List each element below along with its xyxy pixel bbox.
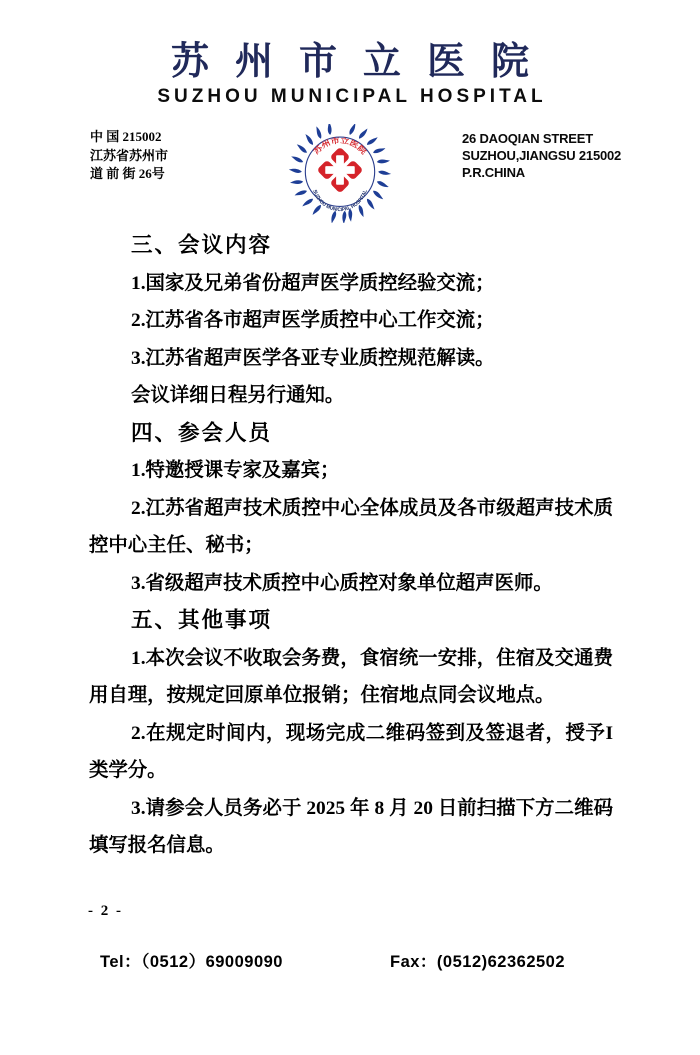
body-paragraph: 3.省级超声技术质控中心质控对象单位超声医师。 <box>131 572 553 594</box>
hospital-logo-icon <box>288 124 392 223</box>
body-paragraph: 3.江苏省超声医学各亚专业质控规范解读。 <box>131 347 495 369</box>
hospital-name-cn: 苏州市立医院 <box>170 41 555 83</box>
address-cn-line: 江苏省苏州市 <box>90 147 169 163</box>
seal-text-cn: 苏州市立医院 <box>311 135 368 157</box>
hospital-name-en: SUZHOU MUNICIPAL HOSPITAL <box>157 86 547 107</box>
section-heading: 三、会议内容 <box>131 233 273 257</box>
address-cn-line: 道 前 街 26号 <box>90 166 165 181</box>
address-en-line: 26 DAOQIAN STREET <box>462 131 593 146</box>
body-paragraph: 1.国家及兄弟省份超声医学质控经验交流； <box>131 272 495 294</box>
address-en-line: SUZHOU,JIANGSU 215002 <box>462 148 622 163</box>
address-cn <box>90 128 168 184</box>
document-body <box>89 227 613 865</box>
body-paragraph: 会议详细日程另行通知。 <box>131 385 345 406</box>
address-cn-line: 中 国 215002 <box>90 129 162 144</box>
section-heading: 五、其他事项 <box>131 608 273 632</box>
body-paragraph: 2.江苏省超声技术质控中心全体成员及各市级超声技术质控中心主任、秘书； <box>89 497 613 556</box>
telephone-number: Tel：（0512）69009090 <box>100 953 283 971</box>
address-en <box>462 130 621 181</box>
body-paragraph: 3.请参会人员务必于 2025 年 8 月 20 日前扫描下方二维码填写报名信息。 <box>89 797 613 856</box>
body-paragraph: 1.特邀授课专家及嘉宾； <box>131 460 340 481</box>
body-paragraph: 1.本次会议不收取会务费，食宿统一安排，住宿及交通费用自理，按规定回原单位报销；住宿地点同会议地点。 <box>89 647 613 706</box>
body-paragraph: 2.江苏省各市超声医学质控中心工作交流； <box>131 310 495 331</box>
body-paragraph: 2.在规定时间内，现场完成二维码签到及签退者，授予I类学分。 <box>89 722 613 781</box>
address-en-line: P.R.CHINA <box>462 165 525 180</box>
page-number: - 2 - <box>88 903 123 919</box>
section-heading: 四、参会人员 <box>131 420 273 445</box>
fax-number: Fax：(0512)62362502 <box>390 953 566 971</box>
seal-text-en: SUZHOU MUNICIPAL HOSPITAL <box>311 188 369 214</box>
